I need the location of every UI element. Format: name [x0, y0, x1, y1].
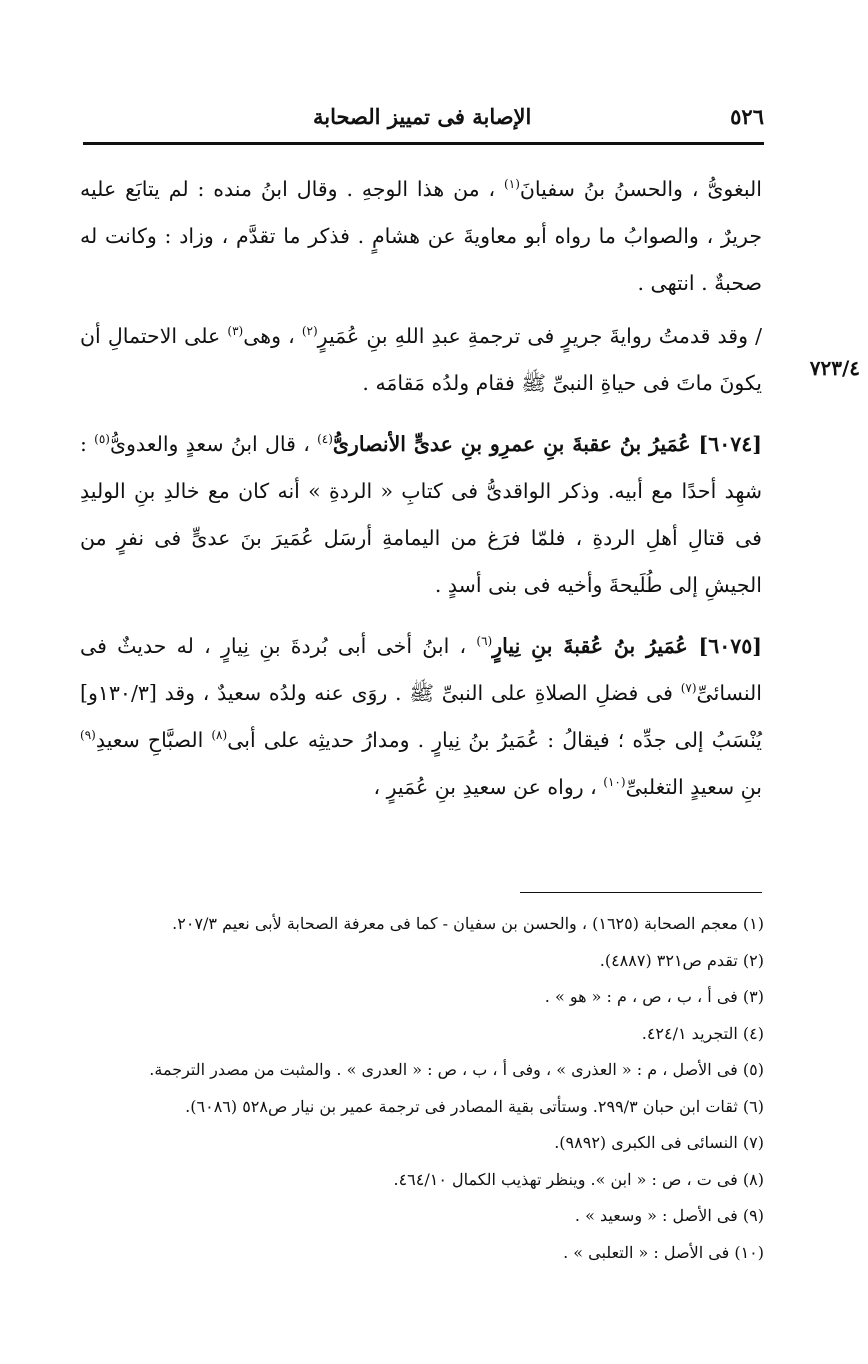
page-header [83, 96, 764, 136]
text-segment: : شهِد أحدًا مع أبيه. وذكر الواقدىُّ فى كتابِ « الردةِ » أنه كان مع خالدِ بنِ الوليدِ فى قتالِ أهلِ الردةِ ، فلمّا فرَغ من اليمامةِ أرسَل عُمَيرَ بنَ عدىٍّ فى نفرٍ من الجيشِ إلى طُلَيحةَ وأخيه فى بنى أسدٍ . [80, 432, 762, 597]
footnote-3: (٣) فى أ ، ب ، ص ، م : « هو » . [544, 987, 764, 1006]
footnote-marker: (٣) [227, 324, 244, 339]
text-segment: / وقد قدمتُ روايةَ جريرٍ فى ترجمةِ عبدِ اللهِ بنِ عُمَيرٍ [317, 324, 762, 348]
footnote-9: (٩) فى الأصل : « وسعيد » . [574, 1206, 764, 1225]
footnote-2: (٢) تقدم ص٣٢١ (٤٨٨٧). [599, 950, 764, 970]
footnote-8: (٨) فى ت ، ص : « ابن ». وينظر تهذيب الكمال ٤٦٤/١٠. [393, 1169, 764, 1189]
entry-name: عُمَيرُ بنُ عقبةَ بنِ عمرِو بنِ عدىٍّ الأنصارىُّ [332, 432, 699, 456]
footnote-10: (١٠) فى الأصل : « التعلبى » . [563, 1242, 764, 1262]
footnote-7: (٧) النسائى فى الكبرى (٩٨٩٢). [554, 1133, 764, 1152]
text-segment: ، رواه عن سعيدِ بنِ عُمَيرٍ ، [373, 775, 604, 799]
paragraph-cross-reference [80, 313, 762, 407]
text-segment: على الاحتمالِ أن يكونَ ماتَ فى حياةِ النبىِّ ﷺ فقام ولدُه مَقامَه . [80, 324, 762, 395]
text-segment: ، قال ابنُ سعدٍ والعدوىُّ [109, 432, 318, 456]
header-rule [83, 142, 764, 145]
footnotes [80, 906, 764, 1271]
page-number: ٥٢٦ [730, 103, 764, 129]
text-segment: بنِ سعيدٍ التغلبىِّ [625, 775, 762, 799]
text-segment: فى فضلِ الصلاةِ على النبىِّ ﷺ . روَى عنه ولدُه سعيدٌ ، وقد [١٣٠/٣و] يُنْسَبُ إلى جدِّه ؛ فيقالُ : عُمَيرُ بنُ نِيارٍ . ومدارُ حديثِه على أبى [80, 681, 763, 752]
footnote-marker: (٤) [317, 432, 333, 447]
footnote-marker: (٢) [301, 324, 318, 339]
footnote-marker: (١٠) [603, 775, 626, 790]
footnote-marker: (٨) [211, 728, 228, 743]
entry-6075 [80, 623, 762, 811]
text-segment: الصبَّاحِ سعيدِ [95, 728, 212, 752]
footnote-5: (٥) فى الأصل ، م : « العذرى » ، وفى أ ، ب ، ص : « العدرى » . والمثبت من مصدر الترجمة. [149, 1060, 764, 1079]
footnote-marker: (٩) [80, 728, 96, 743]
footnote-4: (٤) التجريد ٤٢٤/١. [641, 1023, 764, 1043]
footnote-separator [520, 892, 762, 893]
text-segment: ، وهى [243, 324, 302, 348]
text-segment: البغوىُّ ، والحسنُ بنُ سفيانَ [519, 177, 762, 201]
footnote-marker: (٧) [680, 681, 697, 696]
entry-number: [٦٠٧٤] [698, 432, 762, 456]
entry-number: [٦٠٧٥] [698, 634, 762, 658]
main-text [80, 166, 762, 825]
entry-6074 [80, 421, 762, 609]
footnote-6: (٦) ثقات ابن حبان ٢٩٩/٣. وستأتى بقية المصادر فى ترجمة عمير بن نيار ص٥٢٨ (٦٠٨٦). [185, 1096, 764, 1116]
entry-name: عُمَيرُ بنُ عُقبةَ بنِ نِيارٍ [492, 634, 699, 658]
footnote-1: (١) معجم الصحابة (١٦٢٥) ، والحسن بن سفيان - كما فى معرفة الصحابة لأبى نعيم ٢٠٧/٣. [172, 914, 764, 933]
footnote-marker: (٥) [94, 432, 110, 447]
paragraph-continuation [80, 166, 762, 307]
text-segment: ، من هذا الوجهِ . وقال ابنُ منده : لم يتابَع عليه جريرٌ ، والصوابُ ما رواه أبو معاويةَ عن هشامٍ . فذكر ما تقدَّم ، وزاد : وكانت له صحبةٌ . انتهى . [80, 177, 762, 295]
footnote-marker: (٦) [476, 634, 493, 649]
margin-reference: ٧٢٣/٤ [809, 356, 860, 380]
running-title: الإصابة فى تمييز الصحابة [313, 103, 532, 129]
text-segment: ، ابنُ أخى أبى بُردةَ بنِ نِيارٍ ، له حديثٌ فى النسائىِّ [80, 634, 762, 705]
footnote-marker: (١) [504, 177, 520, 192]
